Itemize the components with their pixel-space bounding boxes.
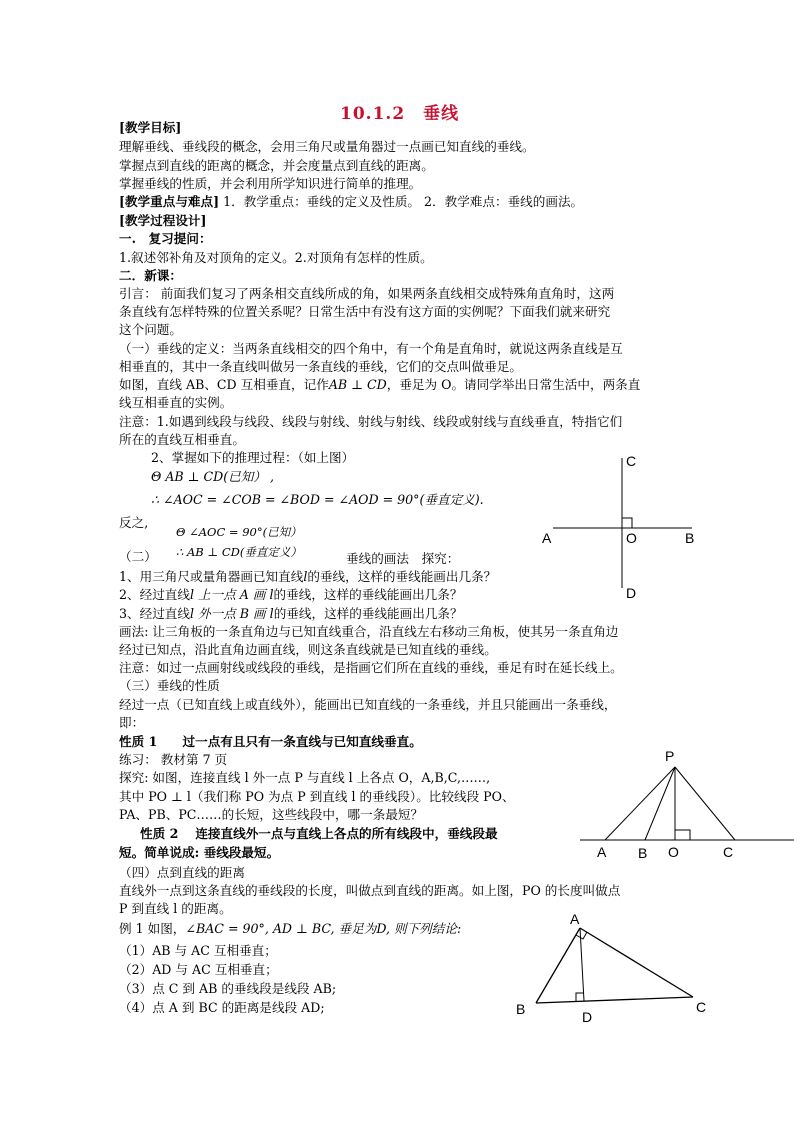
text-line: （3）点 C 到 AB 的垂线段是线段 AB;	[119, 981, 337, 996]
right-angle-mark	[622, 518, 632, 528]
text-line: 1.叙述邻补角及对顶角的定义。2.对顶角有怎样的性质。	[119, 250, 433, 265]
page-title: 10.1.2 垂线	[340, 104, 460, 124]
text-line: （1）AB 与 AC 互相垂直；	[119, 943, 277, 958]
perpendicular-lines-figure	[535, 448, 705, 608]
text-line: 线互相垂直的实例。	[119, 395, 233, 410]
text-line: 探究: 如图，连接直线 l 外一点 P 与直线 l 上各点 O，A,B,C,……,	[119, 770, 491, 785]
section-heading-review: 一. 复习提问：	[119, 231, 212, 246]
math-span: l 外一点 B 画 l	[189, 606, 274, 621]
math-line: Θ ∠AOC = 90°(已知）	[176, 525, 302, 539]
math-span: l	[303, 569, 308, 584]
label-b: B	[685, 530, 695, 546]
text-line: 注意：1.如遇到线段与线段、线段与射线、射线与射线、线段或射线与直线垂直，特指它们	[119, 414, 623, 429]
property-1: 性质 1 过一点有且只有一条直线与已知直线垂直。	[119, 734, 422, 749]
text-line: （三）垂线的性质	[119, 678, 220, 693]
text-line: 直线外一点到这条直线的垂线段的长度，叫做点到直线的距离。如上图，PO 的长度叫做点	[119, 883, 621, 898]
text-line: （二）	[119, 549, 157, 564]
section-heading-new: 二．新课：	[119, 268, 182, 283]
text-line: 经过已知点，沿此直角边画直线，则这条直线就是已知直线的垂线。	[119, 642, 497, 657]
text-line	[119, 605, 463, 623]
math-line: ∴ ∠AOC = ∠COB = ∠BOD = ∠AOD = 90°(垂直定义).	[151, 492, 484, 507]
property-2: 性质 2 连接直线外一点与直线上各点的所有线段中，垂线段最	[140, 826, 498, 841]
text-line: 相垂直的，其中一条直线叫做另一条直线的垂线，它们的交点叫做垂足。	[119, 359, 522, 374]
text-line: （四）点到直线的距离	[119, 865, 245, 880]
text-line: 掌握垂线的性质，并会利用所学知识进行简单的推理。	[119, 176, 422, 191]
text-line	[119, 376, 640, 394]
text-line: 画法: 让三角板的一条直角边与已知直线重合，沿直线左右移动三角板，使其另一条直角边	[119, 624, 619, 639]
text-line: 垂线的画法 探究：	[346, 551, 460, 566]
label-p: P	[665, 748, 675, 764]
side-bc	[536, 997, 693, 1003]
text-line: 其中 PO ⊥ l（我们称 PO 为点 P 到直线 l 的垂线段）。比较线段 PO、	[119, 789, 515, 804]
text-line: P 到直线 l 的距离。	[119, 901, 232, 916]
label-a: A	[542, 530, 552, 546]
right-angle-mark-d	[576, 993, 584, 1001]
text-line: 理解垂线、垂线段的概念，会用三角尺或量角器过一点画已知直线的垂线。	[119, 139, 535, 154]
text-line	[119, 568, 496, 586]
text-line: 即：	[119, 715, 145, 730]
label-c: C	[723, 844, 734, 860]
section-heading-keypoints: [教学重点与难点]	[119, 194, 220, 209]
section-heading-objectives: [教学目标]	[119, 120, 182, 135]
label-o: O	[668, 844, 679, 860]
text-line: 这个问题。	[119, 322, 182, 337]
text-line: （一）垂线的定义：当两条直线相交的四个角中，有一个角是直角时，就说这两条直线是互	[119, 341, 623, 356]
label-b: B	[638, 845, 648, 861]
label-d: D	[626, 585, 637, 601]
label-o: O	[626, 530, 637, 546]
text-line	[119, 920, 461, 938]
text-line: 所在的直线互相垂直。	[119, 432, 245, 447]
text-span: ，垂足为 O。请同学举出日常生活中，两条直	[386, 377, 641, 392]
triangle-altitude-figure	[510, 908, 720, 1028]
label-c: C	[696, 999, 707, 1015]
label-c: C	[626, 453, 637, 469]
text-span: 如图，直线 AB、CD 互相垂直，记作	[119, 377, 329, 392]
math-line: Θ AB ⊥ CD(已知） ,	[151, 469, 274, 484]
property-2-cont: 短。简单说成: 垂线段最短。	[119, 845, 280, 860]
label-d: D	[582, 1009, 593, 1025]
text-line: 注意：如过一点画射线或线段的垂线，是指画它们所在直线的垂线，垂足有时在延长线上。	[119, 660, 623, 675]
math-line: ∴ AB ⊥ CD(垂直定义）	[176, 545, 302, 559]
text-line: 条直线有怎样特殊的位置关系呢？日常生活中有没有这方面的实例呢？下面我们就来研究	[119, 304, 611, 319]
text-line: 经过一点（已知直线上或直线外），能画出已知直线的一条垂线，并且只能画出一条垂线，	[119, 697, 617, 712]
segment-pa	[605, 767, 675, 840]
text-span: 的垂线，这样的垂线能画出几条？	[307, 569, 497, 584]
perpendicular-segment-figure	[580, 745, 794, 865]
segment-pc	[675, 767, 735, 840]
right-angle-mark	[675, 830, 690, 840]
text-line	[119, 586, 462, 604]
text-span: 的垂线，这样的垂线能画出几条？	[273, 587, 463, 602]
label-a: A	[570, 911, 580, 927]
text-line: （4）点 A 到 BC 的距离是线段 AD;	[119, 1000, 325, 1015]
text-line: 2、掌握如下的推理过程：（如上图）	[151, 450, 355, 465]
text-line: （2）AD 与 AC 互相垂直；	[119, 962, 278, 977]
math-span: AB ⊥ CD	[328, 377, 387, 392]
label-b: B	[516, 1001, 526, 1017]
side-ac	[580, 928, 693, 997]
text-span: 3、经过直线	[119, 606, 190, 621]
math-span: ∠BAC = 90°, AD ⊥ BC, 垂足为D, 则下列结论:	[185, 921, 462, 936]
text-line: 练习： 教材第 7 页	[119, 752, 228, 767]
text-line: PA、PB、PC……的长短，这些线段中，哪一条最短？	[119, 807, 424, 822]
side-ab	[536, 928, 580, 1003]
label-a: A	[597, 844, 607, 860]
text-span: 反之,	[119, 515, 149, 530]
section-heading-process: [教学过程设计]	[119, 213, 207, 228]
text-span: 1、用三角尺或量角器画已知直线	[119, 569, 304, 584]
text-span: 2、经过直线	[119, 587, 190, 602]
math-span: l 上一点 A 画 l	[189, 587, 274, 602]
text-line: 引言： 前面我们复习了两条相交直线所成的角，如果两条直线相交成特殊角直角时，这两	[119, 286, 615, 301]
text-line	[119, 514, 148, 532]
text-span: 的垂线，这样的垂线能画出几条？	[273, 606, 463, 621]
text-span: 例 1 如图，	[119, 921, 186, 936]
segment-pb	[645, 767, 675, 840]
keypoints-text: 1．教学重点：垂线的定义及性质。 2．教学难点：垂线的画法。	[223, 194, 584, 209]
text-line	[119, 193, 583, 211]
text-line: 掌握点到直线的距离的概念，并会度量点到直线的距离。	[119, 158, 434, 173]
